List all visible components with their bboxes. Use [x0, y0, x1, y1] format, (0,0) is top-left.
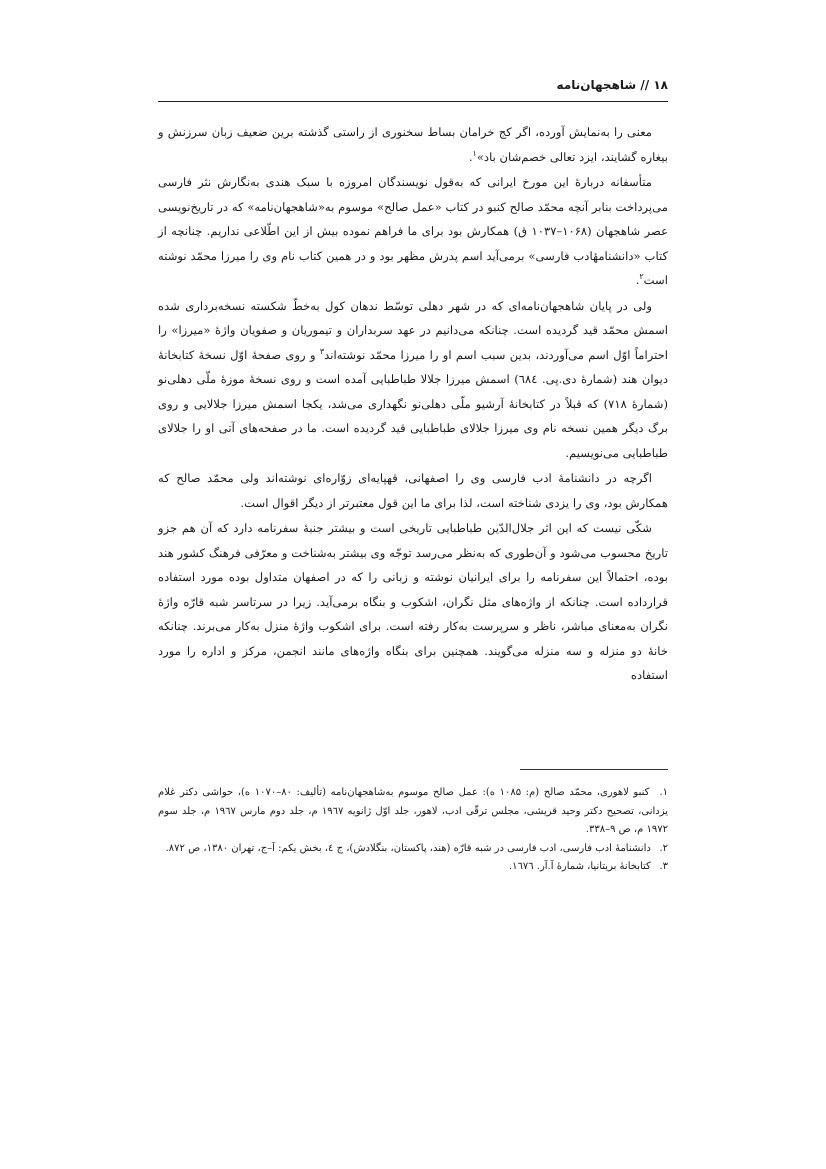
paragraph-4: [158, 466, 668, 515]
paragraph-3-cont-text: و روی صفحهٔ اوّل نسخهٔ کتابخانهٔ دیوان هند (شمارهٔ دی.پی. ٦٨٤) اسمش میرزا جلالا طباطبایی آمده است و روی نسخهٔ موزهٔ ملّی دهلی‌نو (شمارهٔ ۷۱۸) که قبلاً در کتابخانهٔ آرشیو ملّی دهلی‌نو نگهداری می‌شد، یکجا اسمش میرزا جلالایی و روی برگ دیگر همین نسخه نام وی میرزا جلالای طباطبایی قید گردیده است. ما در صفحه‌های آتی او را جلالای طباطبایی می‌نویسیم.: [158, 347, 669, 460]
footnotes: [158, 784, 668, 877]
paragraph-2: [158, 170, 668, 293]
footnote-2-number: ۲.: [659, 842, 668, 854]
footnote-1-text: کنبو لاهوری، محمّد صالح (م: ۱۰۸۵ ه): عمل صالح موسوم به‌شاهجهان‌نامه (تألیف: ۸۰–۱۰۷۰ ه)، حواشی دکتر غلام یزدانی، تصحیح دکتر وحید قریشی، مجلس ترقّی ادب، لاهور، جلد اوّل ژانویه ۱۹٦۷ م، جلد دوم مارس ۱۹٦۷ م، جلد سوم ۱۹۷۲ م، ص ۹–۳۳۸.: [158, 787, 669, 835]
footnote-1-number: ۱.: [659, 787, 668, 798]
paragraph-2-tail: .: [635, 273, 640, 287]
footnote-ref-3[interactable]: ۳: [319, 346, 325, 356]
body-text: [158, 120, 668, 689]
footnote-2: [158, 840, 668, 859]
paragraph-1: معنی را به‌نمایش آورده، اگر کج خرامان بساط سخنوری از راستی گذشته برین ضعیف زبان سرزنش و بیغاره گشایند، ایزد تعالی خصم‌شان باد»$^۱$.: [158, 125, 668, 164]
paragraph-5-text: شکّی نیست که این اثر جلال‌الدّین طباطبایی تاریخی است و بیشتر جنبهٔ سفرنامه دارد که آن هم جزو تاریخ محسوب می‌شود و آن‌طوری که به‌نظر می‌رسد توجّه وی بیشتر به‌شناخت و معرّفی فرهنگ کشور هند بوده، احتمالاً این سفرنامه را برای ایرانیان نوشته و زبانی را که در اصفهان متداول بوده مورد استفاده قرارداده است. چنانکه از واژه‌های مثل نگران، اشکوب و بنگاه برمی‌آید. زیرا در سرتاسر شبه قارّه واژهٔ نگران به‌معنای مباشر، ناظر و سرپرست به‌کار رفته است. برای اشکوب واژهٔ منزل به‌کار می‌برند. چنانکه خانهٔ دو منزله و سه منزله می‌گویند. همچنین برای بنگاه واژه‌های مانند انجمن، مرکز و اداره را مورد استفاده: [158, 521, 668, 682]
paragraph-3-text: ولی در پایان شاهجهان‌نامه‌ای که در شهر دهلی توسّط ندهان کول به‌خطّ شکسته نسخه‌برداری شده اسمش محمّد قید گردیده است. چنانکه می‌دانیم در عهد سربداران و تیموریان و صفویان واژهٔ «میرزا» را احتراماً اوّل اسم می‌آوردند، بدین سبب اسم او را میرزا محمّد نوشته‌اند: [158, 298, 669, 362]
running-header: ۱۸ // شاهجهان‌نامه: [556, 78, 668, 92]
footnote-3-text: کتابخانهٔ بریتانیا، شمارهٔ آ.آر. ۱٦۷٦.: [508, 861, 651, 872]
header-rule: [158, 101, 668, 102]
footnote-rule: [520, 769, 668, 770]
footnote-ref-2[interactable]: ۲: [639, 272, 644, 282]
paragraph-4-text: اگرچه در دانشنامهٔ ادب فارسی وی را اصفهانی، قهپایه‌ای زوّاره‌ای نوشته‌اند ولی محمّد صالح که همکارش بود، وی را یزدی شناخته است، لذا برای ما این قول معتبرتر از دیگر اقوال است.: [158, 471, 668, 510]
paragraph-2-text: متأسفانه دربارهٔ این مورخ ایرانی که به‌قول نویسندگان امروزه با سبک هندی به‌نگارش نثر فارسی می‌پرداخت بنابر آنچه محمّد صالح کنبو در کتاب «عمل صالح» موسوم به«شاهجهان‌نامه» که در تاریخ‌نویسی عصر شاهجهان (۱۰۶۸–۱۰۳۷ ق) همکارش بود برای ما فراهم نموده بیش از این اطّلاعی نداریم. چنانچه از کتاب «دانشنامهٔادب فارسی» برمی‌آید اسم پدرش مظهر بود و در همین کتاب نام وی را میرزا محمّد نوشته است: [158, 175, 669, 287]
footnote-1: [158, 784, 668, 840]
footnote-3: [158, 858, 668, 877]
paragraph-5: [158, 516, 668, 688]
footnote-2-text: دانشنامهٔ ادب فارسی، ادب فارسی در شبه قارّه (هند، پاکستان، بنگلادش)، ج ٤، بخش یکم: آ–ج، تهران ۱۳۸۰، ص ۸۷۲.: [165, 842, 651, 854]
paragraph-1-text: معنی را به‌نمایش آورده، اگر کج خرامان بساط سخنوری از راستی گذشته برین ضعیف زبان سرزنش و بیغاره گشایند، ایزد تعالی خصم‌شان باد»: [158, 125, 668, 164]
footnote-3-number: ۳.: [659, 861, 668, 872]
footnote-ref-1[interactable]: ۱: [472, 148, 477, 158]
paragraph-3: [158, 294, 668, 466]
